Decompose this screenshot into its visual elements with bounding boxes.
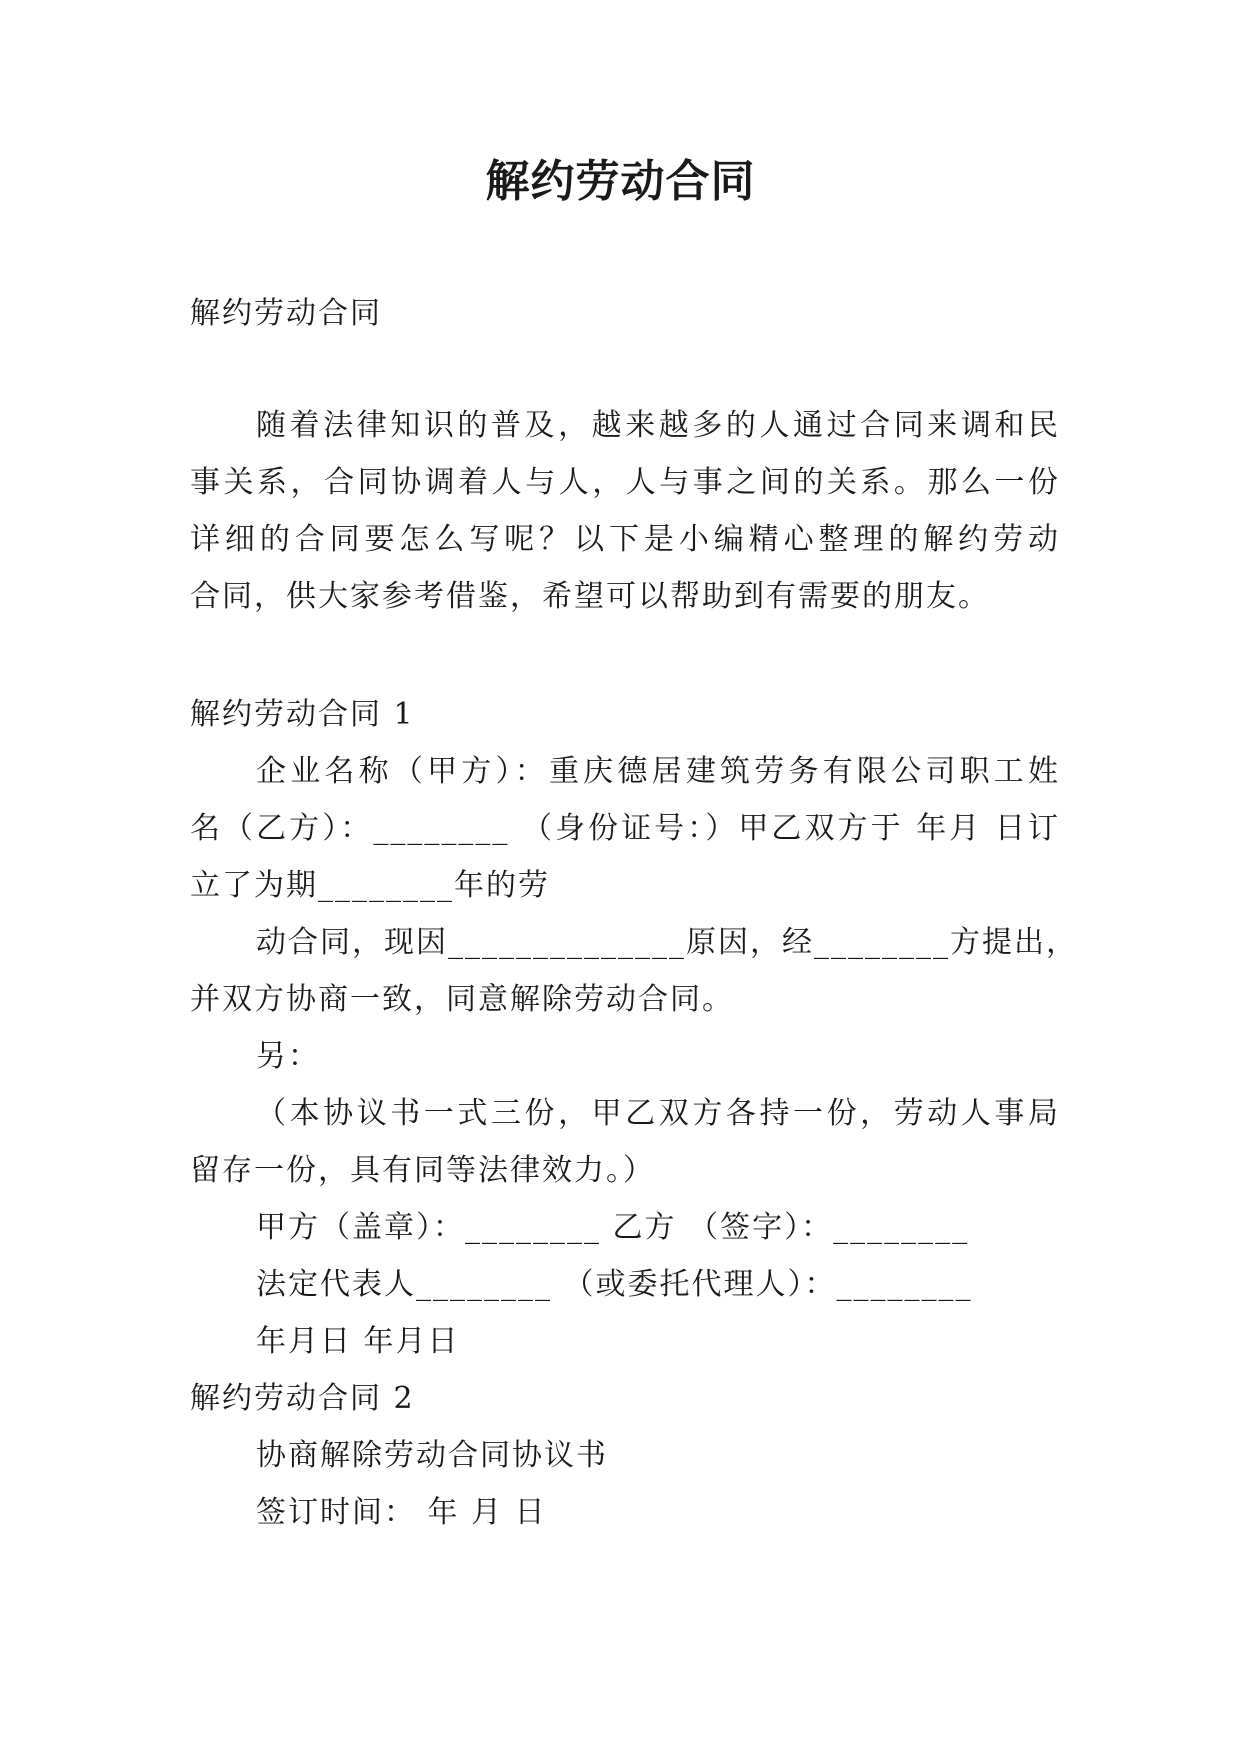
intro-line-2: 事关系，合同协调着人与人，人与事之间的关系。那么一份: [190, 465, 1060, 500]
contract1-signature-line-1: 甲方（盖章）：________ 乙方 （签字）：________: [256, 1210, 970, 1245]
intro-line-1: 随着法律知识的普及，越来越多的人通过合同来调和民: [256, 408, 1060, 443]
contract1-signature-line-2: 法定代表人________ （或委托代理人）：________: [256, 1267, 973, 1302]
contract1-line-2: 名（乙方）：________ （身份证号：）甲乙双方于 年月 日订: [190, 811, 1060, 846]
contract1-line-6: 另：: [256, 1039, 320, 1074]
contract1-line-7: （本协议书一式三份，甲乙双方各持一份，劳动人事局: [256, 1096, 1060, 1131]
intro-line-3: 详细的合同要怎么写呢？以下是小编精心整理的解约劳动: [190, 522, 1060, 557]
contract1-date-line: 年月日 年月日: [256, 1324, 460, 1359]
contract1-line-3: 立了为期________年的劳: [190, 868, 550, 903]
contract2-line-1: 协商解除劳动合同协议书: [256, 1438, 608, 1473]
contract1-line-4: 动合同，现因______________原因，经________方提出，: [256, 925, 1078, 960]
contract1-line-5: 并双方协商一致，同意解除劳动合同。: [190, 982, 734, 1017]
intro-line-4: 合同，供大家参考借鉴，希望可以帮助到有需要的朋友。: [190, 579, 990, 614]
document-title: 解约劳动合同: [485, 156, 756, 207]
contract1-line-1: 企业名称（甲方）：重庆德居建筑劳务有限公司职工姓: [256, 754, 1060, 789]
contract1-line-8: 留存一份，具有同等法律效力。）: [190, 1153, 655, 1188]
contract1-heading: 解约劳动合同 1: [190, 697, 415, 732]
contract2-line-2: 签订时间： 年 月 日: [256, 1495, 547, 1530]
contract2-heading: 解约劳动合同 2: [190, 1381, 415, 1416]
subtitle: 解约劳动合同: [190, 296, 382, 331]
